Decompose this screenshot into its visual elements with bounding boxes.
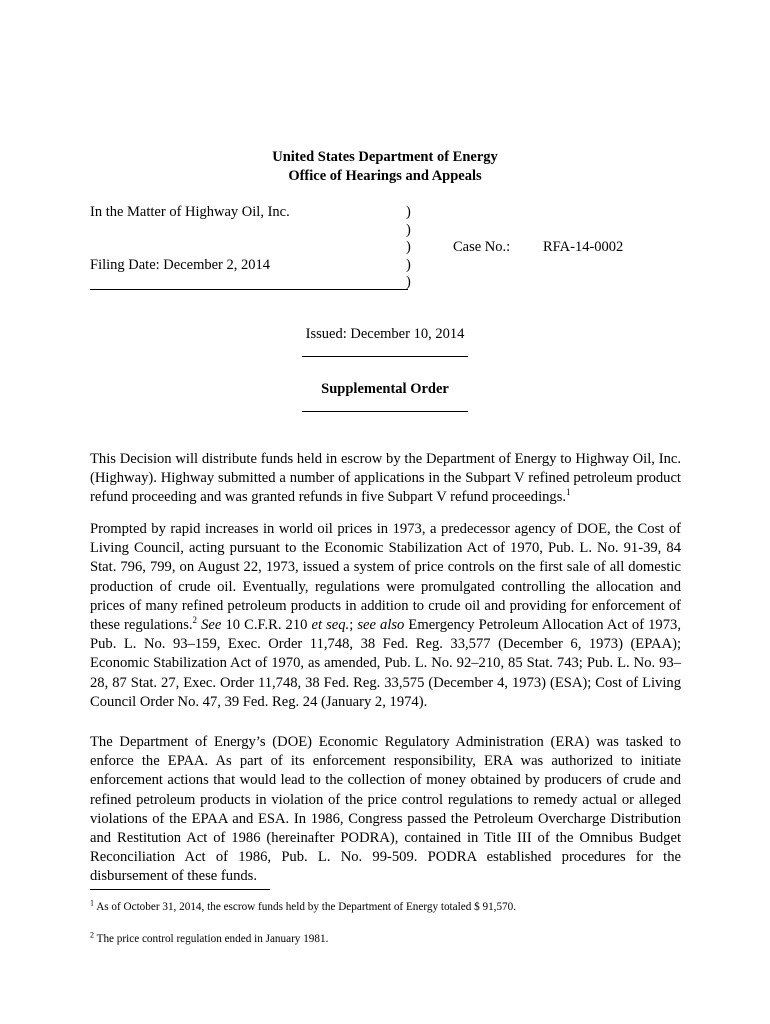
issued-rule (302, 356, 468, 357)
footnote-ref: 2 (192, 615, 198, 626)
caption-paren: ) (406, 257, 411, 273)
citation-signal: et seq. (311, 617, 350, 634)
caption-paren: ) (406, 204, 411, 220)
footnote-number: 1 (90, 898, 94, 908)
caption-paren: ) (406, 274, 411, 290)
citation-text: 10 C.F.R. 210 (221, 617, 312, 634)
issued-date: Issued: December 10, 2014 (305, 326, 465, 342)
citation-text: ; (349, 617, 358, 634)
footnote-number: 2 (90, 930, 94, 940)
paragraph-intro-text: This Decision will distribute funds held in escrow by the Department of Energy to Highway Oil, Inc. (Highway). Highway submitted a number of applications in the Subpart V refined petroleum product refund proceeding and was granted refunds in five Subpart V refund proceedings. (90, 451, 681, 506)
citation-signal: see also (357, 617, 405, 634)
footnote-text: The price control regulation ended in January 1981. (96, 933, 329, 945)
footnote-ref: 1 (566, 487, 571, 498)
caption-paren: ) (406, 222, 411, 238)
citation-text: Emergency Petroleum Allocation Act of 1973, Pub. L. No. 93–159, Exec. Order 11,748, 38 Fed. Reg. 33,577 (December 6, 1973) (EPAA); Economic Stabilization Act of 1970, as amended, Pub. L. No. 92–210, 85 Stat. 743; Pub. L. No. 93–28, 87 Stat. 27, Exec. Order 11,748, 38 Fed. Reg. 33,575 (December 4, 1973) (ESA); Cost of Living Council Order No. 47, 39 Fed. Reg. 24 (January 2, 1974). (90, 617, 681, 710)
paragraph-enforcement: The Department of Energy’s (DOE) Economic Regulatory Administration (ERA) was tasked to enforce the EPAA. As part of its enforcement responsibility, ERA was authorized to initiate enforcement actions that would lead to the collection of money obtained by producers of crude and refined petroleum products in violation of the price control regulations to remedy actual or alleged violations of the EPAA and ESA. In 1986, Congress passed the Petroleum Overcharge Distribution and Restitution Act of 1986 (hereinafter PODRA), contained in Title III of the Omnibus Budget Reconciliation Act of 1986, Pub. L. No. 99-509. PODRA established procedures for the disbursement of these funds. (90, 734, 681, 885)
matter-title: In the Matter of Highway Oil, Inc. (90, 204, 290, 220)
footnote-separator (90, 889, 270, 890)
case-label: Case No.: (453, 239, 511, 255)
caption-paren: ) (406, 239, 411, 255)
paragraph-intro (90, 450, 681, 508)
footnote-1 (90, 900, 516, 914)
office-name: Office of Hearings and Appeals (288, 168, 482, 184)
title-rule (302, 411, 468, 412)
filing-date: Filing Date: December 2, 2014 (90, 257, 270, 273)
paragraph-background-text: Prompted by rapid increases in world oil prices in 1973, a predecessor agency of DOE, the Cost of Living Council, acting pursuant to the Economic Stabilization Act of 1970, Pub. L. No. 91-39, 84 Stat. 796, 799, on August 22, 1973, issued a system of price controls on the first sale of all domestic production of crude oil. Eventually, regulations were promulgated controlling the allocation and prices of many refined petroleum products in addition to crude oil and providing for enforcement of these regulations. (90, 521, 681, 634)
order-title: Supplemental Order (321, 381, 449, 397)
paragraph-background (90, 520, 681, 712)
footnote-text: As of October 31, 2014, the escrow funds held by the Department of Energy totaled $ 91,570. (96, 901, 517, 913)
caption-rule (90, 289, 408, 290)
agency-name: United States Department of Energy (272, 149, 498, 165)
case-number: RFA-14-0002 (543, 239, 624, 255)
footnote-2 (90, 932, 328, 946)
citation-signal: See (201, 617, 222, 634)
